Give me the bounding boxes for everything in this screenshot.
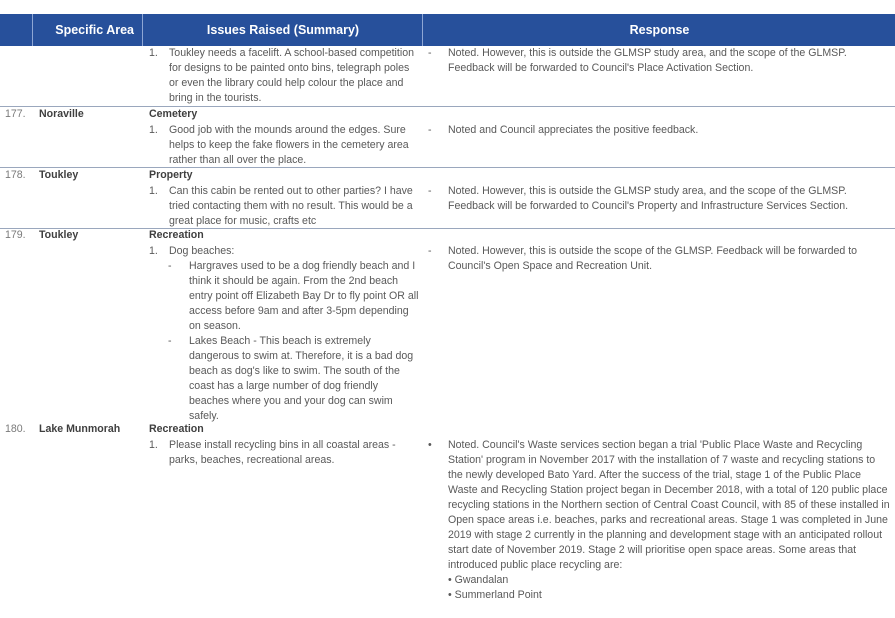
response-text: Noted. Council's Waste services section began a trial 'Public Place Waste and Recycling Station' program in November 2017 with the installation of 7 waste and recycling stations to the newly developed Bato Yard. After the success of the trial, stage 1 of the Public Place Waste and Recycling Station project began in December 2018, with a total of 120 public place recycling stations in the Northern section of Central Coast Council, with 85 of these installed in Open space areas i.e. beaches, parks and recreational areas. Stage 1 was completed in June 2019 with stage 2 currently in the planning and development stage with an anticipated rollout start date of November 2019. Stage 2 will prioritise open space areas. Some areas that introduced public place recycling are: [448,439,890,571]
issue-text: Toukley needs a facelift. A school-based competition for designs to be painted onto bins, telegraph poles or even the library could help colour the place and bring in the tourists. [169,47,414,104]
top-margin [0,0,895,14]
row-number: 180. [5,423,26,435]
issue-text: Dog beaches: [169,245,235,257]
issue-category: Cemetery [149,108,198,120]
issue-category: Property [149,169,193,181]
issue-text: Can this cabin be rented out to other parties? I have tried contacting them with no result. This would be a great place for music, crafts etc [169,185,413,227]
issue-number: 1. [149,245,158,257]
issue-text: Please install recycling bins in all coastal areas - parks, beaches, recreational areas. [169,439,396,466]
issue-text: Good job with the mounds around the edges. Sure helps to keep the fake flowers in the cemetery area rather than all over the place. [169,124,409,166]
response-marker: - [428,185,432,197]
issue-number: 1. [149,124,158,136]
header-response: Response [422,14,895,46]
sub-issue-marker: - [168,335,172,347]
response-text: Noted. However, this is outside the GLMSP study area, and the scope of the GLMSP. Feedback will be forwarded to Council's Property and Infrastructure Services Section. [448,185,849,212]
response-marker: - [428,245,432,257]
header-issues-raised: Issues Raised (Summary) [142,14,423,46]
specific-area: Lake Munmorah [39,423,121,435]
response-bullet: • Gwandalan [448,574,509,586]
response-marker: - [428,47,432,59]
row-divider [0,167,895,168]
row-divider [0,106,895,107]
response-text: Noted. However, this is outside the scope of the GLMSP. Feedback will be forwarded to Council's Open Space and Recreation Unit. [448,245,858,272]
specific-area: Noraville [39,108,84,120]
sub-issue-text: Lakes Beach - This beach is extremely dangerous to swim at. Therefore, it is a bad dog beach as dog's like to swim. The south of the coast has a large number of dog friendly beaches where you and your dog can swim safely. [189,335,414,422]
row-number: 179. [5,229,26,241]
sub-issue-text: Hargraves used to be a dog friendly beach and I think it should be again. From the 2nd beach entry point off Elizabeth Bay Dr to fly point OR all access before 9am and after 3-5pm depending on season. [189,260,419,332]
issue-number: 1. [149,47,158,59]
response-marker: • [428,439,432,451]
table-header [0,14,895,46]
response-marker: - [428,124,432,136]
response-body [448,438,892,603]
response-text: Noted. However, this is outside the GLMSP study area, and the scope of the GLMSP. Feedback will be forwarded to Council's Place Activation Section. [448,47,847,74]
response-bullet: • Summerland Point [448,589,542,601]
response-text: Noted and Council appreciates the positive feedback. [448,124,699,136]
specific-area: Toukley [39,229,79,241]
header-specific-area: Specific Area [55,23,134,37]
row-number: 177. [5,108,26,120]
specific-area: Toukley [39,169,79,181]
issue-category: Recreation [149,229,204,241]
row-number: 178. [5,169,26,181]
sub-issue-marker: - [168,260,172,272]
issue-number: 1. [149,185,158,197]
issue-category: Recreation [149,423,204,435]
issue-number: 1. [149,439,158,451]
